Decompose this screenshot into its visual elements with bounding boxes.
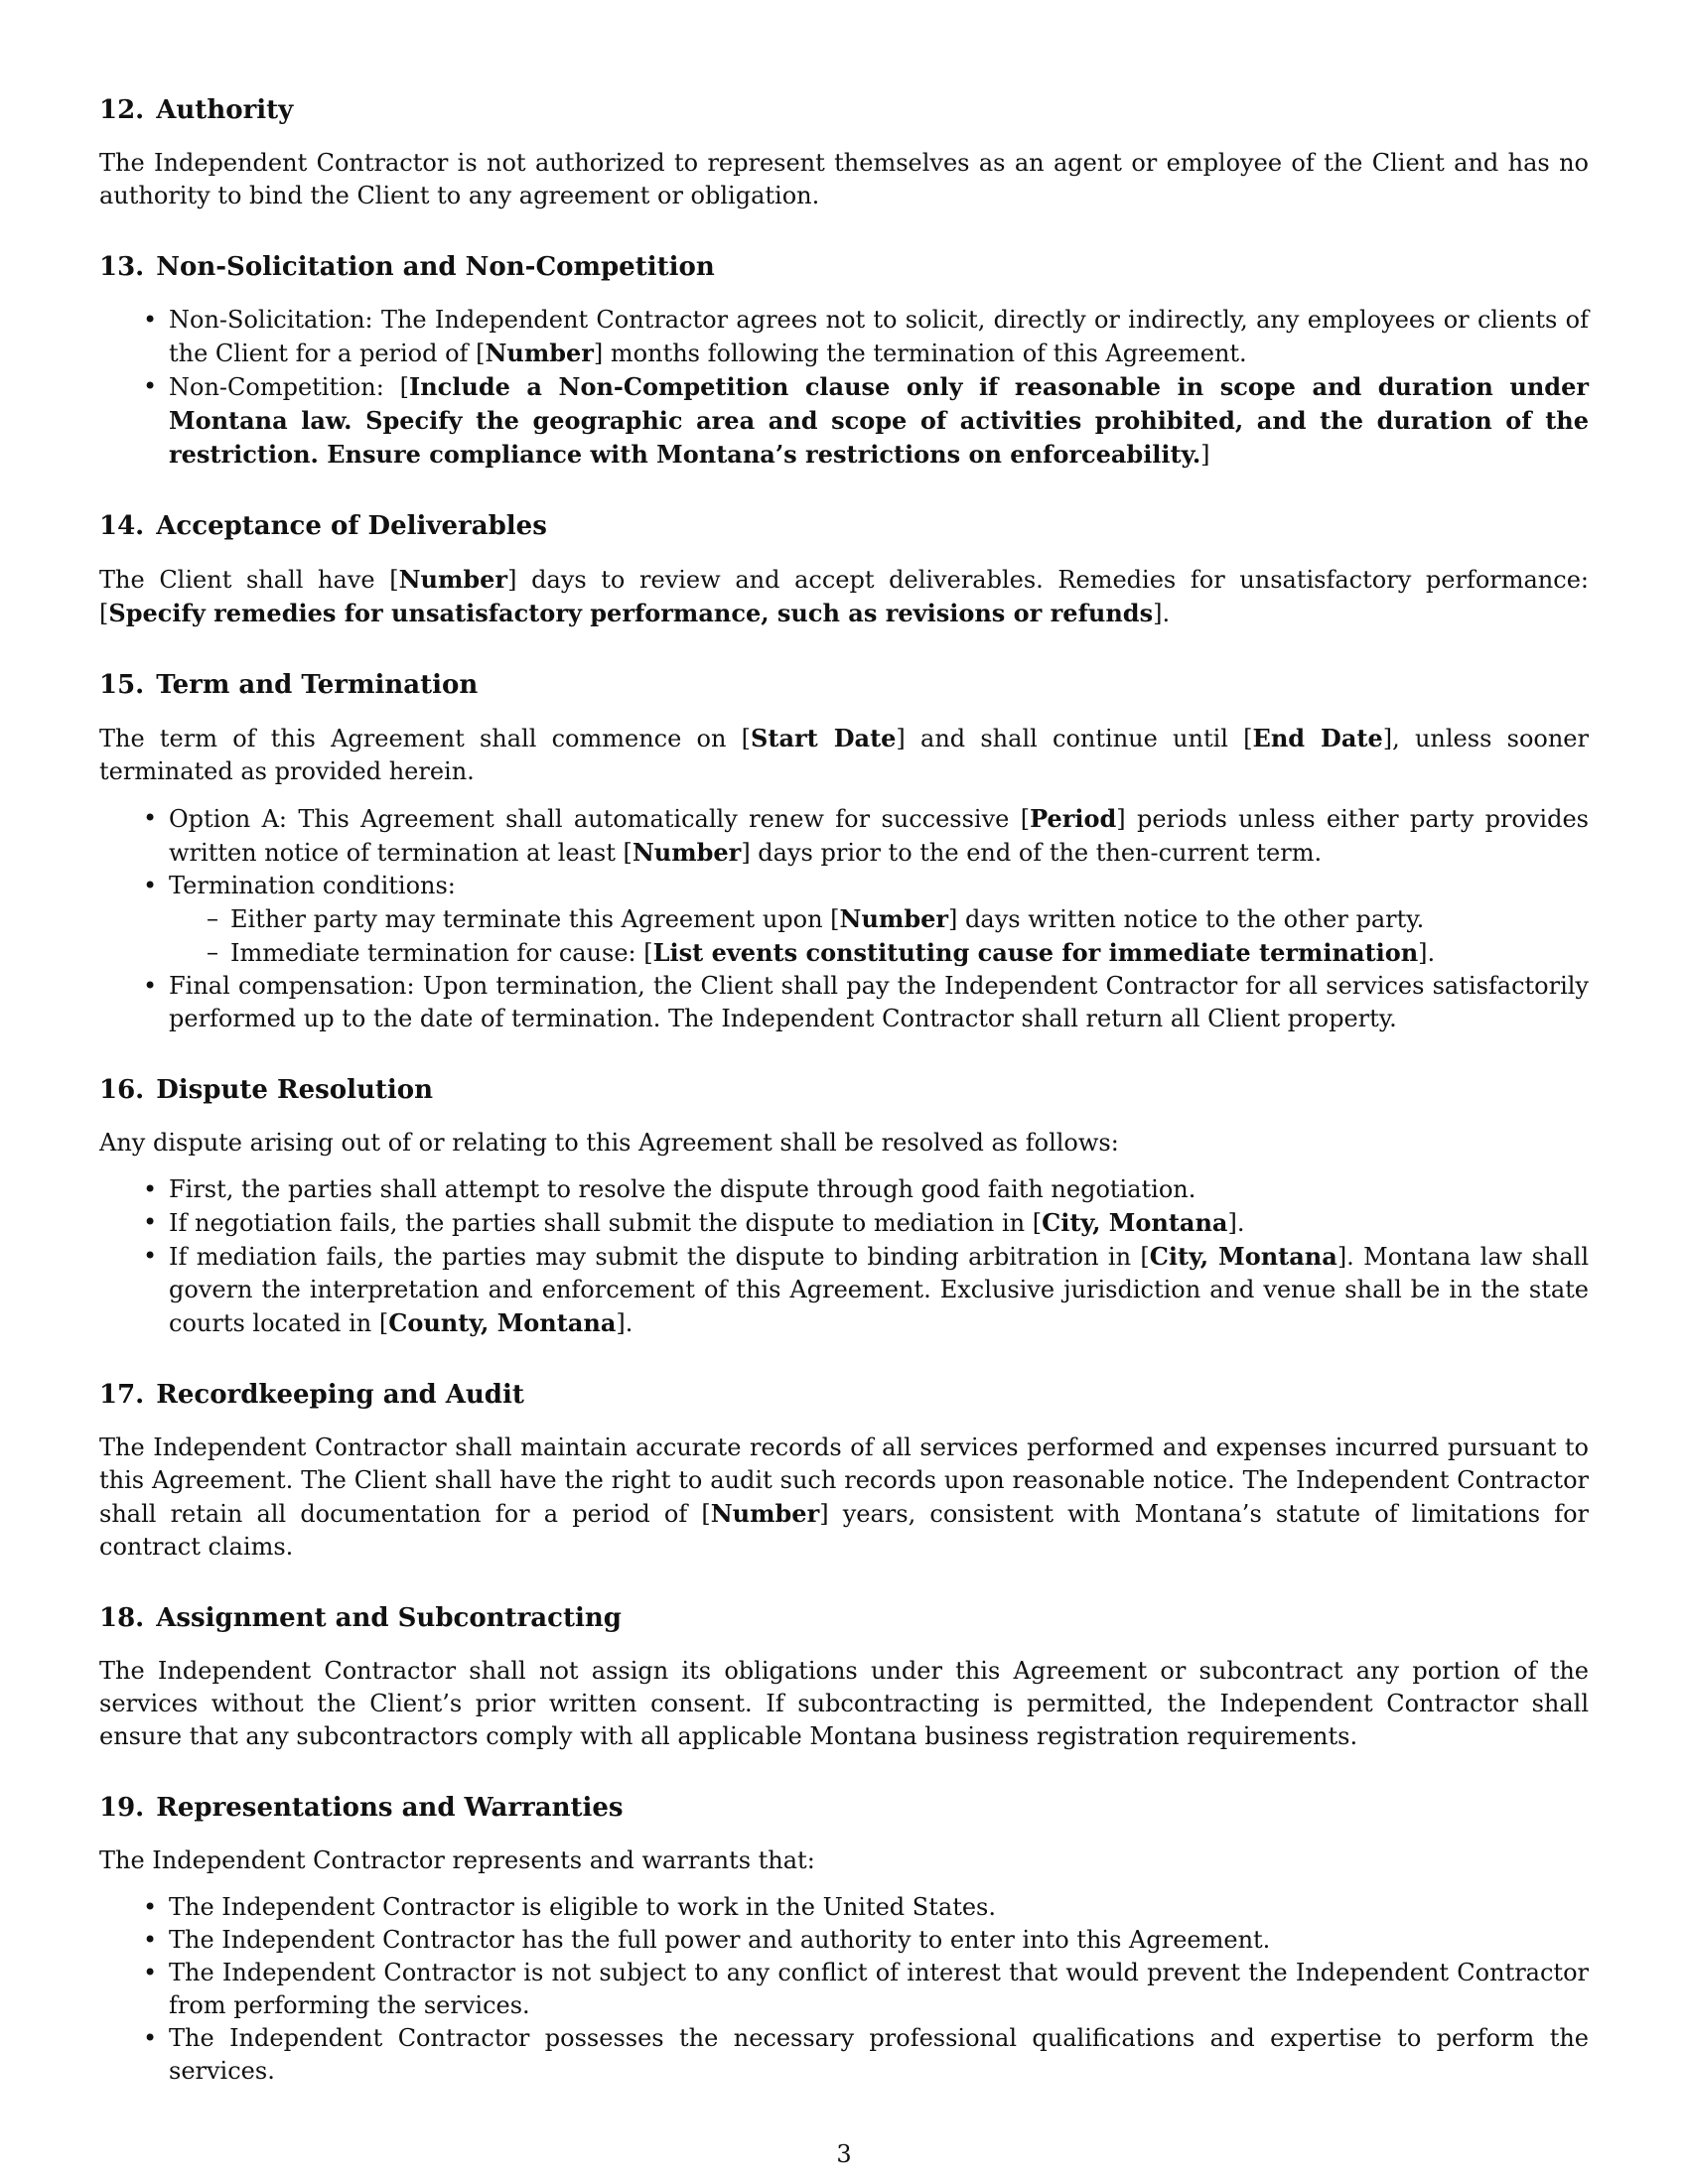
- section-heading: [99, 95, 1589, 125]
- text-run: ] days written notice to the other party.: [948, 905, 1425, 933]
- list-item: [169, 870, 1589, 970]
- section-number: 12.: [99, 95, 145, 125]
- placeholder-field: Specify remedies for unsatisfactory performance, such as revisions or refunds: [108, 599, 1154, 627]
- section-term-termination: [99, 670, 1589, 1035]
- text-run: ].: [1227, 1209, 1245, 1237]
- list-item: [169, 304, 1589, 370]
- list-item: • Final compensation: Upon termination, the Client shall pay the Independent Contractor for all services satisfactorily performed up to the date of termination. The Independent Contractor shall return all Client property.: [169, 970, 1589, 1035]
- section-recordkeeping: [99, 1380, 1589, 1564]
- placeholder-field: Number: [839, 904, 949, 933]
- section-heading: [99, 1793, 1589, 1823]
- placeholder-field: List events constituting cause for immediate termination: [652, 938, 1419, 967]
- section-title: Non-Solicitation and Non-Competition: [156, 252, 715, 282]
- section-heading: [99, 511, 1589, 541]
- placeholder-field: Start Date: [751, 724, 897, 752]
- section-title: Acceptance of Deliverables: [156, 511, 547, 541]
- section-body: The Independent Contractor represents and warrants that:: [99, 1846, 815, 1874]
- list-item: [169, 1240, 1589, 1340]
- placeholder-field: End Date: [1252, 724, 1383, 752]
- section-number: 17.: [99, 1380, 145, 1410]
- placeholder-field: Number: [710, 1499, 820, 1528]
- section-heading: [99, 1380, 1589, 1410]
- placeholder-field: Number: [632, 838, 742, 867]
- text-run: Non-Competition: [: [169, 373, 409, 401]
- document-page: [99, 95, 1589, 2127]
- text-run: ] periods unless either party provides written notice of termination at least [: [169, 805, 1589, 867]
- text-run: ].: [616, 1309, 633, 1337]
- placeholder-field: City, Montana: [1149, 1242, 1337, 1271]
- text-run: If negotiation fails, the parties shall submit the dispute to mediation in [: [169, 1209, 1043, 1237]
- placeholder-field: Number: [485, 339, 594, 367]
- text-run: ]. Montana law shall govern the interpretation and enforcement of this Agreement. Exclusive jurisdiction and venue shall be in the state courts located in [: [169, 1243, 1590, 1337]
- list-item: • The Independent Contractor is not subject to any conflict of interest that would prevent the Independent Contractor from performing the services.: [169, 1957, 1589, 2022]
- text-run: ].: [1418, 939, 1436, 967]
- section-body: Any dispute arising out of or relating to this Agreement shall be resolved as follows:: [99, 1129, 1119, 1157]
- text-run: Either party may terminate this Agreement upon [: [230, 905, 840, 933]
- placeholder-field: Number: [398, 565, 508, 594]
- section-title: Assignment and Subcontracting: [156, 1603, 622, 1633]
- text-run: ]: [1200, 441, 1210, 469]
- section-acceptance: [99, 511, 1589, 630]
- sub-list-item: [230, 902, 1589, 936]
- section-dispute-resolution: [99, 1075, 1589, 1340]
- section-number: 16.: [99, 1075, 145, 1105]
- section-body: The Independent Contractor shall not assign its obligations under this Agreement or subcontract any portion of the services without the Client’s prior written consent. If subcontracting is permitted, the Independent Contractor shall ensure that any subcontractors comply with all applicable Montana business registration requirements.: [99, 1657, 1589, 1750]
- text-run: ] years, consistent with Montana’s statute of limitations for contract claims.: [99, 1500, 1590, 1561]
- placeholder-field: Include a Non-Competition clause only if reasonable in scope and duration under Montana law. Specify the geographic area and scope of activities prohibited, and the duration of the restriction. Ensure compliance with Montana’s restrictions on enforceability.: [169, 372, 1589, 469]
- section-title: Representations and Warranties: [156, 1793, 624, 1823]
- text-run: ] months following the termination of this Agreement.: [593, 340, 1247, 367]
- section-title: Authority: [156, 95, 294, 125]
- section-number: 13.: [99, 252, 145, 282]
- section-body: [99, 563, 1589, 630]
- text-run: The Client shall have [: [99, 566, 399, 594]
- list-item: • First, the parties shall attempt to resolve the dispute through good faith negotiation.: [169, 1173, 1589, 1206]
- list-item: • The Independent Contractor has the full power and authority to enter into this Agreement.: [169, 1924, 1589, 1957]
- list-item: • The Independent Contractor possesses the necessary professional qualifications and expertise to perform the services.: [169, 2022, 1589, 2088]
- section-heading: [99, 1603, 1589, 1633]
- text-run: Termination conditions:: [169, 872, 456, 899]
- text-run: Option A: This Agreement shall automatically renew for successive [: [169, 805, 1031, 833]
- list-item: [169, 370, 1589, 472]
- section-heading: [99, 670, 1589, 700]
- section-number: 19.: [99, 1793, 145, 1823]
- placeholder-field: City, Montana: [1042, 1208, 1228, 1237]
- placeholder-field: County, Montana: [388, 1308, 617, 1337]
- bullet-list: [99, 304, 1589, 472]
- section-non-solicitation: [99, 252, 1589, 472]
- text-run: Immediate termination for cause: [: [230, 939, 653, 967]
- sub-list-item: [230, 936, 1589, 970]
- placeholder-field: Period: [1030, 804, 1117, 833]
- section-title: Term and Termination: [156, 670, 479, 700]
- page-number: 3: [836, 2140, 852, 2168]
- bullet-list: [99, 802, 1589, 1035]
- section-heading: [99, 252, 1589, 282]
- section-assignment: [99, 1603, 1589, 1753]
- section-body: The Independent Contractor is not authorized to represent themselves as an agent or employee of the Client and has no authority to bind the Client to any agreement or obligation.: [99, 149, 1589, 209]
- section-number: 15.: [99, 670, 145, 700]
- text-run: ] days prior to the end of the then-current term.: [741, 839, 1323, 867]
- text-run: ] days to review and accept deliverables. Remedies for unsatisfactory performance: [: [99, 566, 1589, 627]
- sub-list: [169, 902, 1589, 970]
- bullet-list: [99, 1891, 1589, 2088]
- text-run: ] and shall continue until [: [896, 725, 1253, 752]
- list-item: [169, 802, 1589, 870]
- section-body: [99, 722, 1589, 788]
- text-run: Non-Solicitation: The Independent Contractor agrees not to solicit, directly or indirectly, any employees or clients of the Client for a period of [: [169, 306, 1589, 367]
- bullet-list: [99, 1173, 1589, 1340]
- section-title: Recordkeeping and Audit: [156, 1380, 524, 1410]
- section-heading: [99, 1075, 1589, 1105]
- section-title: Dispute Resolution: [156, 1075, 434, 1105]
- list-item: [169, 1206, 1589, 1240]
- text-run: ], unless sooner terminated as provided herein.: [99, 725, 1589, 785]
- text-run: The term of this Agreement shall commence on [: [99, 725, 752, 752]
- list-item: • The Independent Contractor is eligible to work in the United States.: [169, 1891, 1589, 1924]
- section-authority: [99, 95, 1589, 212]
- text-run: ].: [1153, 600, 1171, 627]
- text-run: If mediation fails, the parties may submit the dispute to binding arbitration in [: [169, 1243, 1150, 1271]
- section-body: [99, 1432, 1589, 1564]
- section-number: 14.: [99, 511, 145, 541]
- text-run: The Independent Contractor shall maintain accurate records of all services performed and expenses incurred pursuant to this Agreement. The Client shall have the right to audit such records upon reasonable notice. The Independent Contractor shall retain all documentation for a period of [: [99, 1433, 1589, 1528]
- section-representations: [99, 1793, 1589, 2088]
- section-number: 18.: [99, 1603, 145, 1633]
